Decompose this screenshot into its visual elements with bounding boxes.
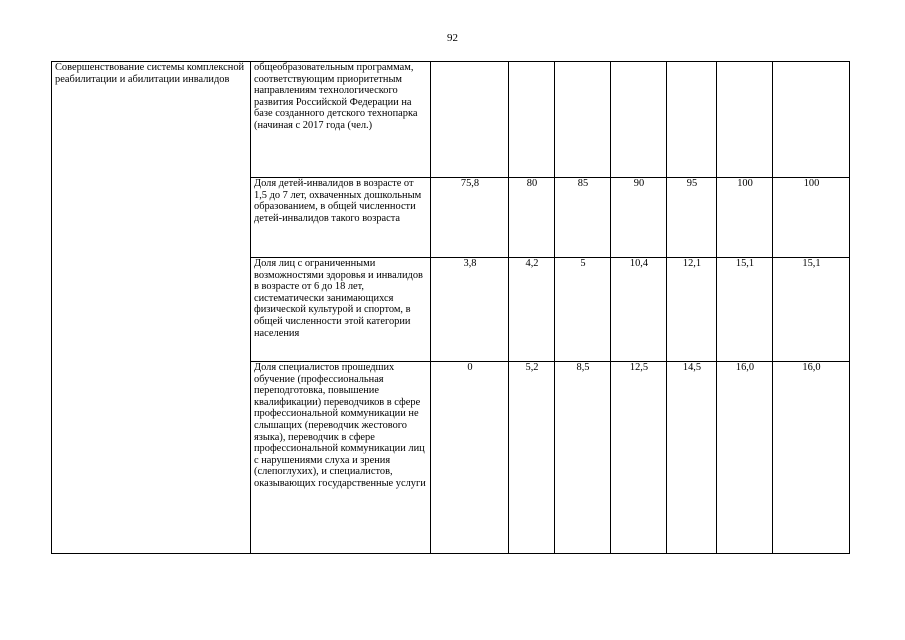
indicator-cell: Доля лиц с ограниченными возможностями здоровья и инвалидов в возрасте от 6 до 18 лет, систематически занимающихся физической культурой и спортом, в общей численности этой категории населения bbox=[251, 258, 431, 362]
value-cell: 8,5 bbox=[555, 362, 611, 554]
value-cell: 16,0 bbox=[717, 362, 773, 554]
value-cell: 4,2 bbox=[509, 258, 555, 362]
value-cell bbox=[667, 62, 717, 178]
value-cell: 3,8 bbox=[431, 258, 509, 362]
page-number: 92 bbox=[447, 32, 458, 44]
value-cell: 100 bbox=[773, 178, 850, 258]
value-cell: 10,4 bbox=[611, 258, 667, 362]
value-cell: 12,5 bbox=[611, 362, 667, 554]
indicator-cell: Доля детей-инвалидов в возрасте от 1,5 до 7 лет, охваченных дошкольным образованием, в общей численности детей-инвалидов такого возраста bbox=[251, 178, 431, 258]
value-cell: 14,5 bbox=[667, 362, 717, 554]
value-cell: 15,1 bbox=[717, 258, 773, 362]
value-cell: 75,8 bbox=[431, 178, 509, 258]
value-cell: 16,0 bbox=[773, 362, 850, 554]
value-cell bbox=[509, 62, 555, 178]
value-cell: 85 bbox=[555, 178, 611, 258]
value-cell bbox=[431, 62, 509, 178]
indicators-table bbox=[51, 61, 850, 554]
indicator-cell: общеобразовательным программам, соответствующим приоритетным направлениям технологического развития Российской Федерации на базе созданного детского технопарка (начиная с 2017 года (чел.) bbox=[251, 62, 431, 178]
table-row bbox=[52, 62, 850, 178]
section-name-cell: Совершенствование системы комплексной реабилитации и абилитации инвалидов bbox=[52, 62, 251, 554]
value-cell bbox=[555, 62, 611, 178]
value-cell: 12,1 bbox=[667, 258, 717, 362]
value-cell: 90 bbox=[611, 178, 667, 258]
value-cell: 100 bbox=[717, 178, 773, 258]
value-cell bbox=[717, 62, 773, 178]
value-cell bbox=[773, 62, 850, 178]
indicator-cell: Доля специалистов прошедших обучение (профессиональная переподготовка, повышение квалификации) переводчиков в сфере профессиональной коммуникации не слышащих (переводчик жестового языка), переводчик в сфере профессиональной коммуникации лиц с нарушениями слуха и зрения (слепоглухих), и специалистов, оказывающих государственные услуги bbox=[251, 362, 431, 554]
value-cell: 80 bbox=[509, 178, 555, 258]
value-cell: 0 bbox=[431, 362, 509, 554]
value-cell: 5 bbox=[555, 258, 611, 362]
value-cell: 95 bbox=[667, 178, 717, 258]
value-cell: 5,2 bbox=[509, 362, 555, 554]
value-cell: 15,1 bbox=[773, 258, 850, 362]
value-cell bbox=[611, 62, 667, 178]
